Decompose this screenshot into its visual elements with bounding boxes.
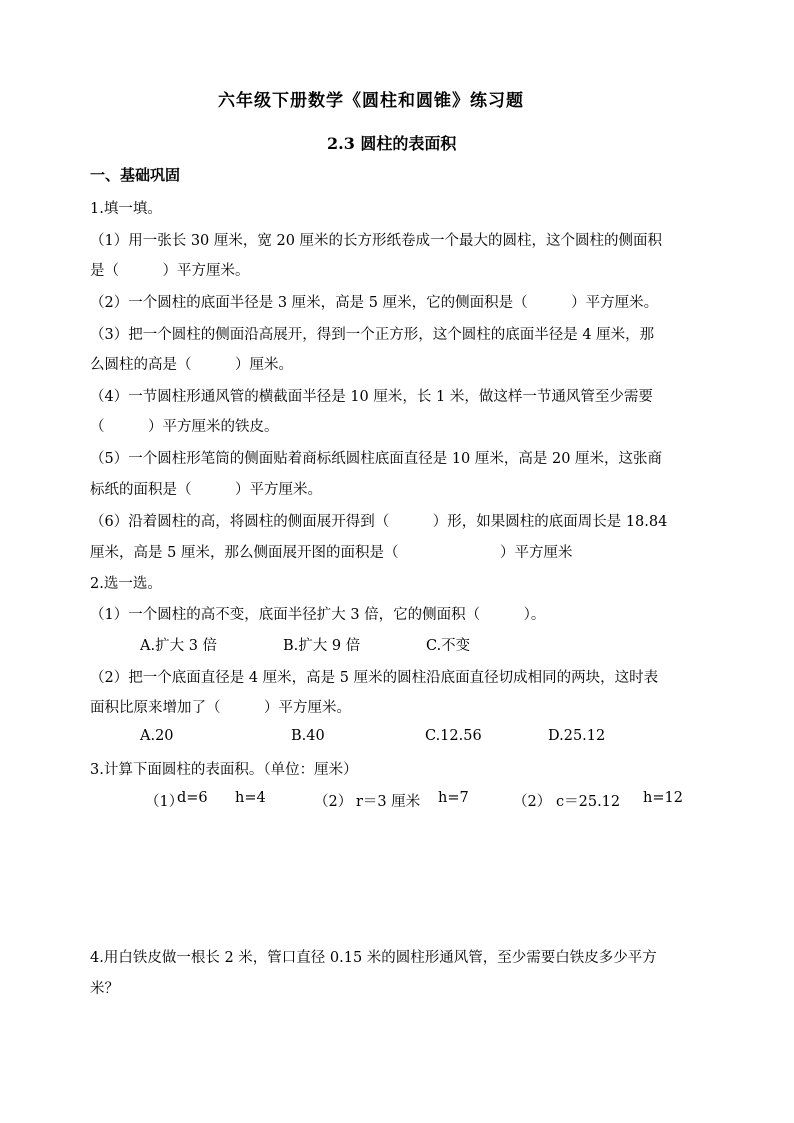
q1-line: 么圆柱的高是（ ）厘米。 xyxy=(90,357,293,373)
page-title: 六年级下册数学《圆柱和圆锥》练习题 xyxy=(218,91,524,111)
q1-heading: 1.填一填。 xyxy=(90,201,162,217)
q3-heading: 3.计算下面圆柱的表面积。（单位：厘米） xyxy=(90,762,358,778)
q2-sub1: （1）一个圆柱的高不变，底面半径扩大 3 倍，它的侧面积（ ）。 xyxy=(90,607,546,623)
page-subtitle: 2.3 圆柱的表面积 xyxy=(327,134,457,153)
q3-item-value: c＝25.12 xyxy=(556,794,621,810)
q1-line: （4）一节圆柱形通风管的横截面半径是 10 厘米，长 1 米，做这样一节通风管至少需要 xyxy=(90,389,653,405)
q2-sub2-line: （2）把一个底面直径是 4 厘米，高是 5 厘米的圆柱沿底面直径切成相同的两块，这时表 xyxy=(90,670,659,686)
q3-item-label: （2） xyxy=(314,794,353,810)
q1-line: （3）把一个圆柱的侧面沿高展开，得到一个正方形，这个圆柱的底面半径是 4 厘米，那 xyxy=(90,327,655,343)
q4-line: 4.用白铁皮做一根长 2 米，管口直径 0.15 米的圆柱形通风管，至少需要白铁皮多少平方 xyxy=(90,950,657,966)
q2-sub2-option-c: C.12.56 xyxy=(425,728,482,744)
q3-item-label: （1） xyxy=(145,794,184,810)
q3-item-value: h=7 xyxy=(438,790,469,806)
q1-line: 是（ ）平方厘米。 xyxy=(90,263,250,279)
q1-line: 厘米，高是 5 厘米，那么侧面展开图的面积是（ ）平方厘米 xyxy=(90,545,573,561)
q1-line: （6）沿着圆柱的高，将圆柱的侧面展开得到（ ）形，如果圆柱的底面周长是 18.84 xyxy=(90,514,668,530)
q2-sub2-option-b: B.40 xyxy=(291,728,325,744)
q2-sub1-option-a: A.扩大 3 倍 xyxy=(140,638,218,654)
q2-heading: 2.选一选。 xyxy=(90,576,162,592)
section-heading-basics: 一、基础巩固 xyxy=(90,166,181,184)
q3-item-value: h=4 xyxy=(235,790,266,806)
q2-sub2-option-a: A.20 xyxy=(140,728,174,744)
q2-sub1-option-c: C.不变 xyxy=(426,638,471,654)
q1-line: （5）一个圆柱形笔筒的侧面贴着商标纸圆柱底面直径是 10 厘米，高是 20 厘米，这张商 xyxy=(90,451,663,467)
q3-item-value: h=12 xyxy=(643,790,683,806)
q3-item-label: （2） xyxy=(513,794,552,810)
q4-line: 米？ xyxy=(90,981,119,997)
q1-line: （ ）平方厘米的铁皮。 xyxy=(90,419,279,435)
q3-item-value: d=6 xyxy=(177,790,208,806)
q1-line: 标纸的面积是（ ）平方厘米。 xyxy=(90,482,322,498)
q2-sub1-option-b: B.扩大 9 倍 xyxy=(283,638,361,654)
q3-item-value: r＝3 厘米 xyxy=(356,794,421,810)
q1-line: （1）用一张长 30 厘米，宽 20 厘米的长方形纸卷成一个最大的圆柱，这个圆柱的侧面积 xyxy=(90,233,663,249)
q1-line: （2）一个圆柱的底面半径是 3 厘米，高是 5 厘米，它的侧面积是（ ）平方厘米。 xyxy=(90,295,659,311)
q2-sub2-option-d: D.25.12 xyxy=(548,728,606,744)
q2-sub2-line: 面积比原来增加了（ ）平方厘米。 xyxy=(90,700,351,716)
